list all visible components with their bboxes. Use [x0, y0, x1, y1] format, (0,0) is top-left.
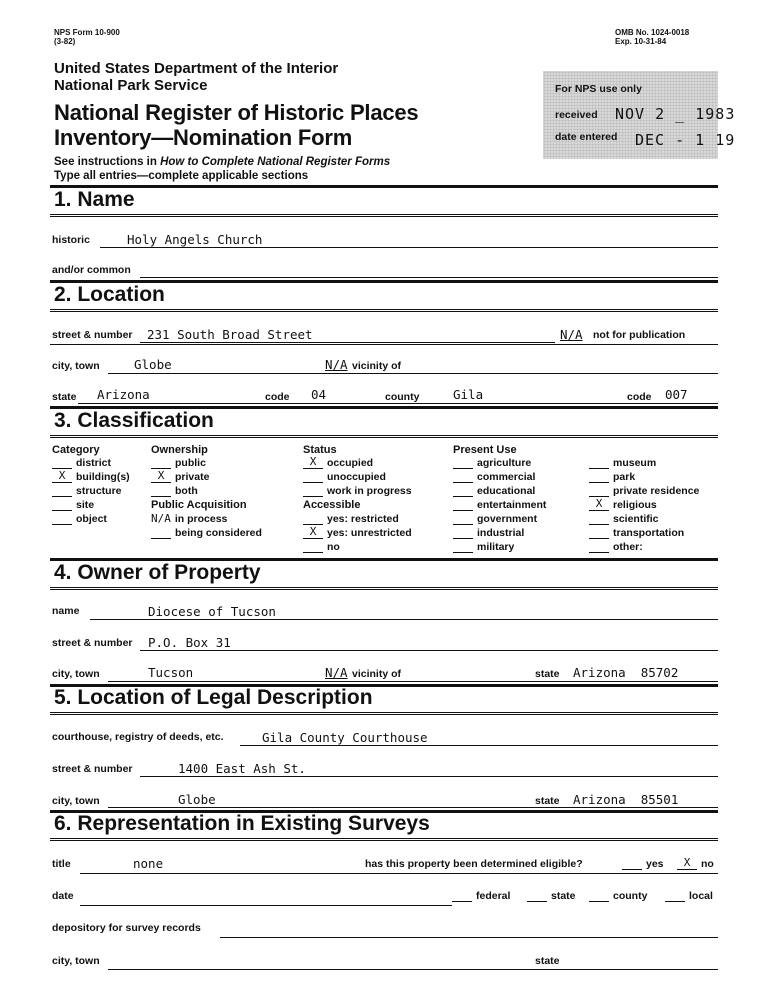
present-use-label: agriculture [477, 457, 532, 469]
field-underline [78, 403, 718, 404]
present-use-checkbox[interactable] [589, 457, 609, 469]
street-number-label: street & number [52, 329, 133, 341]
present-use-checkbox[interactable] [453, 527, 473, 539]
status-option-label: occupied [327, 457, 374, 469]
category-option[interactable] [52, 513, 107, 525]
category-option[interactable] [52, 457, 111, 469]
federal-option[interactable] [452, 890, 510, 902]
present-use-label: entertainment [477, 499, 547, 511]
section-divider [50, 840, 718, 841]
city-town-label: city, town [52, 360, 100, 372]
owner-city-value[interactable]: Tucson [148, 665, 194, 680]
county-code-value[interactable]: 007 [665, 387, 688, 402]
eligible-yes-checkbox[interactable] [622, 858, 642, 870]
not-for-publication-label: not for publication [593, 329, 686, 341]
present-use-option[interactable] [589, 541, 643, 553]
ownership-checkbox[interactable]: X [151, 471, 171, 483]
state-value[interactable]: Arizona [97, 387, 150, 402]
category-option[interactable] [52, 485, 122, 497]
field-underline [108, 807, 718, 808]
city-value[interactable]: Globe [134, 357, 172, 372]
status-option[interactable] [303, 457, 373, 469]
status-option[interactable] [303, 485, 412, 497]
state-survey-option[interactable] [527, 890, 576, 902]
section-5-heading: 5. Location of Legal Description [54, 686, 373, 709]
present-use-option[interactable] [453, 541, 514, 553]
field-underline [100, 247, 718, 248]
form-number: NPS Form 10-900 [54, 28, 120, 37]
section-divider [50, 309, 718, 310]
category-checkbox[interactable] [52, 485, 72, 497]
ownership-heading: Ownership [151, 444, 208, 456]
federal-checkbox[interactable] [452, 890, 472, 902]
present-use-option[interactable] [453, 485, 535, 497]
field-underline [240, 745, 718, 746]
field-underline [80, 873, 718, 874]
county-checkbox[interactable] [589, 890, 609, 902]
courthouse-label: courthouse, registry of deeds, etc. [52, 731, 224, 743]
county-code-label: code [627, 391, 652, 403]
acquisition-option-label: in process [174, 513, 228, 525]
survey-title-label: title [52, 858, 71, 870]
section-3-heading: 3. Classification [54, 409, 214, 432]
state-survey-label: state [551, 890, 576, 902]
present-use-label: industrial [477, 527, 525, 539]
section-divider [50, 435, 718, 436]
present-use-label: educational [477, 485, 536, 497]
owner-city-label: city, town [52, 668, 100, 680]
category-option-label: building(s) [76, 471, 130, 483]
present-use-option[interactable] [589, 471, 635, 483]
section-1-heading: 1. Name [54, 188, 135, 211]
state-code-label: code [265, 391, 290, 403]
survey-title-value[interactable]: none [133, 856, 164, 871]
courthouse-value[interactable]: Gila County Courthouse [262, 730, 428, 745]
form-revision: (3-82) [54, 37, 76, 46]
present-use-option[interactable] [453, 471, 535, 483]
category-option[interactable] [52, 471, 130, 483]
federal-label: federal [476, 890, 511, 902]
present-use-label: commercial [477, 471, 536, 483]
present-use-checkbox[interactable] [589, 485, 609, 497]
field-underline [140, 277, 718, 278]
state-survey-checkbox[interactable] [527, 890, 547, 902]
eligibility-question: has this property been determined eligible? [365, 858, 583, 870]
omb-number: OMB No. 1024-0018 [615, 28, 690, 37]
present-use-heading: Present Use [453, 444, 517, 456]
status-checkbox[interactable]: X [303, 457, 323, 469]
field-underline [140, 342, 555, 343]
section-divider [50, 838, 718, 839]
state-label: state [52, 391, 77, 403]
owner-state-value[interactable]: Arizona 85702 [573, 665, 679, 680]
present-use-checkbox[interactable] [589, 471, 609, 483]
ownership-option[interactable] [151, 471, 209, 483]
instructions-title: How to Complete National Register Forms [160, 156, 391, 168]
ownership-option-label: both [175, 485, 198, 497]
ownership-option[interactable] [151, 457, 206, 469]
acquisition-option[interactable] [151, 527, 262, 539]
street-address-value[interactable]: 231 South Broad Street [147, 327, 313, 342]
present-use-label: other: [613, 541, 643, 553]
accessible-checkbox[interactable] [303, 513, 323, 525]
category-option-label: district [76, 457, 112, 469]
present-use-option[interactable] [589, 499, 657, 511]
county-value[interactable]: Gila [453, 387, 484, 402]
county-option[interactable] [589, 890, 647, 902]
present-use-label: scientific [613, 513, 659, 525]
present-use-label: museum [613, 457, 657, 469]
field-underline [50, 344, 718, 345]
status-option[interactable] [303, 471, 386, 483]
present-use-label: government [477, 513, 538, 525]
present-use-option[interactable] [453, 527, 524, 539]
accessible-option[interactable] [303, 513, 399, 525]
section-divider [50, 311, 718, 312]
section-divider [50, 216, 718, 217]
category-option-label: site [76, 499, 95, 511]
present-use-option[interactable] [453, 457, 531, 469]
vicinity-mark[interactable]: N/A [325, 357, 348, 372]
field-underline [108, 969, 718, 970]
field-underline [108, 373, 718, 374]
received-label: received [555, 109, 598, 121]
depository-label: depository for survey records [52, 922, 201, 934]
present-use-option[interactable] [589, 457, 656, 469]
section-6-heading: 6. Representation in Existing Surveys [54, 812, 430, 835]
category-checkbox[interactable] [52, 457, 72, 469]
status-option-label: unoccupied [327, 471, 386, 483]
legal-street-label: street & number [52, 763, 133, 775]
present-use-checkbox[interactable] [589, 541, 609, 553]
common-name-label: and/or common [52, 264, 131, 276]
category-option-label: object [76, 513, 107, 525]
survey-state-label: state [535, 955, 560, 967]
category-checkbox[interactable]: X [52, 471, 72, 483]
present-use-checkbox[interactable] [453, 499, 473, 511]
form-title-line1: National Register of Historic Places [54, 100, 419, 125]
section-divider [50, 712, 718, 713]
acquisition-option-label: being considered [175, 527, 262, 539]
section-2-heading: 2. Location [54, 283, 165, 306]
accessible-option-label: yes: unrestricted [327, 527, 412, 539]
local-label: local [689, 890, 713, 902]
present-use-checkbox[interactable] [589, 513, 609, 525]
field-underline [220, 937, 718, 938]
present-use-label: park [613, 471, 636, 483]
legal-city-label: city, town [52, 795, 100, 807]
legal-state-value[interactable]: Arizona 85501 [573, 792, 679, 807]
present-use-checkbox[interactable] [453, 513, 473, 525]
ownership-option-label: public [175, 457, 206, 469]
field-underline [108, 681, 718, 682]
ownership-checkbox[interactable] [151, 457, 171, 469]
status-option-label: work in progress [327, 485, 412, 497]
status-checkbox[interactable] [303, 471, 323, 483]
accessible-option[interactable] [303, 527, 412, 539]
category-checkbox[interactable] [52, 513, 72, 525]
nps-use-box [543, 71, 736, 159]
present-use-label: religious [613, 499, 657, 511]
category-heading: Category [52, 444, 100, 456]
accessible-checkbox[interactable] [303, 541, 323, 553]
present-use-option[interactable] [589, 485, 699, 497]
owner-vicinity-label: vicinity of [352, 668, 402, 680]
accessible-heading: Accessible [303, 499, 361, 511]
present-use-label: military [477, 541, 515, 553]
present-use-option[interactable] [589, 513, 659, 525]
present-use-checkbox[interactable] [453, 541, 473, 553]
acquisition-checkbox[interactable] [151, 527, 171, 539]
present-use-checkbox[interactable] [453, 485, 473, 497]
field-underline [140, 650, 718, 651]
present-use-label: transportation [613, 527, 685, 539]
accessible-checkbox[interactable]: X [303, 527, 323, 539]
owner-street-label: street & number [52, 637, 133, 649]
field-underline [80, 905, 452, 906]
section-divider [50, 589, 718, 590]
present-use-checkbox[interactable] [589, 527, 609, 539]
status-heading: Status [303, 444, 337, 456]
eligible-yes-label: yes [646, 858, 664, 870]
section-4-heading: 4. Owner of Property [54, 561, 261, 584]
category-checkbox[interactable] [52, 499, 72, 511]
public-acquisition-heading: Public Acquisition [151, 499, 247, 511]
section-divider [50, 185, 718, 188]
present-use-checkbox[interactable] [453, 471, 473, 483]
instructions-line1 [54, 155, 390, 169]
eligible-no-option[interactable] [677, 858, 714, 870]
owner-vicinity-mark[interactable]: N/A [325, 665, 348, 680]
nps-use-heading: For NPS use only [555, 83, 642, 95]
instructions-line2: Type all entries—complete applicable sections [54, 170, 309, 182]
section-divider [50, 714, 718, 715]
present-use-option[interactable] [453, 513, 537, 525]
owner-state-label: state [535, 668, 560, 680]
expiration-date: Exp. 10-31-84 [615, 37, 667, 46]
county-label: county [385, 391, 420, 403]
not-for-publication-mark[interactable]: N/A [560, 327, 583, 342]
accessible-option-label: yes: restricted [327, 513, 399, 525]
acquisition-option[interactable] [151, 513, 227, 525]
survey-date-label: date [52, 890, 74, 902]
vicinity-label: vicinity of [352, 360, 402, 372]
service-name: National Park Service [54, 77, 208, 94]
accessible-option[interactable] [303, 541, 340, 553]
legal-street-value[interactable]: 1400 East Ash St. [178, 761, 306, 776]
historic-name-value[interactable]: Holy Angels Church [127, 232, 263, 247]
section-divider [50, 437, 718, 438]
state-code-value[interactable]: 04 [311, 387, 327, 402]
owner-name-label: name [52, 605, 80, 617]
category-option[interactable] [52, 499, 94, 511]
section-divider [50, 214, 718, 215]
eligible-no-checkbox[interactable]: X [677, 858, 697, 870]
field-underline [140, 776, 718, 777]
accessible-option-label: no [327, 541, 340, 553]
eligible-no-label: no [701, 858, 714, 870]
present-use-label: private residence [613, 485, 700, 497]
status-checkbox[interactable] [303, 485, 323, 497]
department-name: United States Department of the Interior [54, 60, 339, 77]
instructions-prefix: See instructions in [54, 156, 161, 168]
section-divider [50, 587, 718, 588]
county-survey-label: county [613, 890, 648, 902]
local-option[interactable] [665, 890, 713, 902]
ownership-option-label: private [175, 471, 210, 483]
acquisition-checkbox[interactable]: N/A [151, 512, 171, 525]
local-checkbox[interactable] [665, 890, 685, 902]
form-title-line2: Inventory—Nomination Form [54, 125, 353, 150]
field-underline [90, 619, 718, 620]
present-use-checkbox[interactable] [453, 457, 473, 469]
present-use-checkbox[interactable]: X [589, 499, 609, 511]
present-use-option[interactable] [589, 527, 684, 539]
survey-city-label: city, town [52, 955, 100, 967]
eligible-yes-option[interactable] [622, 858, 664, 870]
ownership-checkbox[interactable] [151, 485, 171, 497]
historic-label: historic [52, 234, 90, 246]
owner-name-value[interactable]: Diocese of Tucson [148, 604, 276, 619]
received-date-stamp: NOV 2 _ 1983 [615, 105, 736, 123]
present-use-option[interactable] [453, 499, 546, 511]
legal-state-label: state [535, 795, 560, 807]
date-entered-label: date entered [555, 131, 618, 143]
category-option-label: structure [76, 485, 122, 497]
owner-street-value[interactable]: P.O. Box 31 [148, 635, 231, 650]
date-entered-stamp: DEC - 1 19 [635, 131, 736, 149]
ownership-option[interactable] [151, 485, 198, 497]
legal-city-value[interactable]: Globe [178, 792, 216, 807]
